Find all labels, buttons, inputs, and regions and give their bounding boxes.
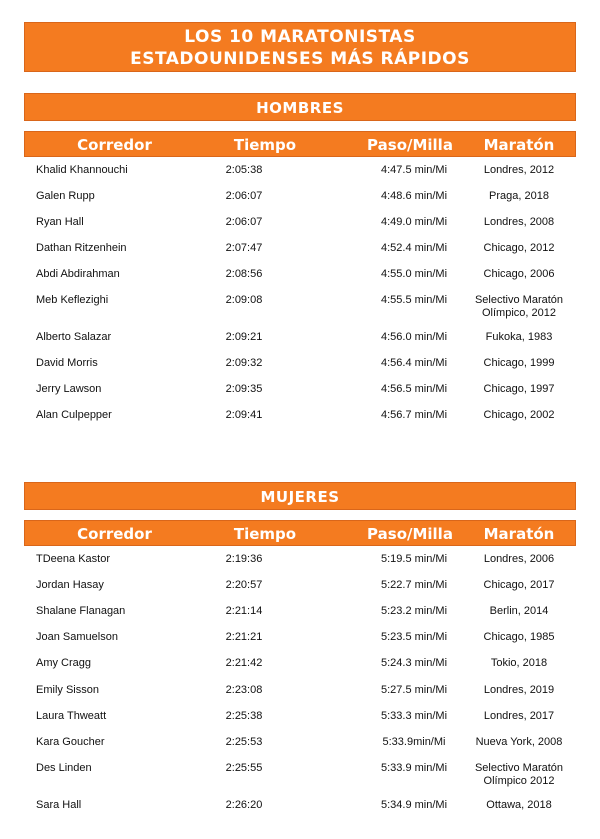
runner-name: Jordan Hasay: [36, 579, 104, 591]
runner-time: 2:09:32: [225, 357, 263, 369]
runner-marathon: [454, 190, 584, 203]
runner-time: 2:09:35: [225, 383, 263, 395]
runner-marathon: [454, 553, 584, 566]
runner-pace: 4:52.4 min/Mi: [380, 242, 448, 254]
runner-pace: 4:55.5 min/Mi: [380, 294, 448, 306]
runner-marathon: [454, 684, 584, 697]
runner-time: 2:21:21: [225, 631, 263, 643]
col-runner: Corredor: [77, 525, 152, 543]
runner-time: 2:06:07: [225, 190, 263, 202]
runner-time: 2:25:55: [225, 762, 263, 774]
runner-marathon: [454, 710, 584, 723]
men-column-header: [24, 131, 576, 157]
runner-marathon: [454, 409, 584, 422]
marathon-line: Olímpico, 2012: [482, 307, 556, 319]
runner-pace: 4:56.0 min/Mi: [380, 331, 448, 343]
runner-name: Des Linden: [36, 762, 92, 774]
women-section-heading: MUJERES: [24, 482, 576, 510]
marathon-line: Chicago, 2002: [483, 409, 555, 421]
runner-pace: 5:23.2 min/Mi: [380, 605, 448, 617]
runner-name: David Morris: [36, 357, 98, 369]
marathon-line: Ottawa, 2018: [486, 799, 552, 811]
page-title: [24, 22, 576, 72]
runner-pace: 5:34.9 min/Mi: [380, 799, 448, 811]
runner-name: Joan Samuelson: [36, 631, 118, 643]
runner-pace: 5:22.7 min/Mi: [380, 579, 448, 591]
runner-marathon: [454, 164, 584, 177]
runner-pace: 4:47.5 min/Mi: [380, 164, 448, 176]
runner-pace: 4:55.0 min/Mi: [380, 268, 448, 280]
marathon-line: Chicago, 1997: [483, 383, 555, 395]
marathon-line: Berlin, 2014: [489, 605, 549, 617]
runner-time: 2:19:36: [225, 553, 263, 565]
runner-pace: 5:23.5 min/Mi: [380, 631, 448, 643]
marathon-line: Londres, 2017: [483, 710, 555, 722]
runner-time: 2:21:14: [225, 605, 263, 617]
runner-name: Meb Keflezighi: [36, 294, 109, 306]
marathon-line: Chicago, 2017: [483, 579, 555, 591]
runner-pace: 5:27.5 min/Mi: [380, 684, 448, 696]
runner-name: Amy Cragg: [36, 657, 92, 669]
marathon-line: Chicago, 1985: [483, 631, 555, 643]
title-line-1: LOS 10 MARATONISTAS: [184, 27, 416, 47]
marathon-line: Londres, 2019: [483, 684, 555, 696]
col-runner: Corredor: [77, 136, 152, 154]
col-time: Tiempo: [233, 525, 297, 543]
men-section-heading: HOMBRES: [24, 93, 576, 121]
col-marathon: Maratón: [483, 525, 555, 543]
runner-pace: 4:48.6 min/Mi: [380, 190, 448, 202]
runner-pace: 5:19.5 min/Mi: [380, 553, 448, 565]
runner-marathon: [454, 736, 584, 749]
runner-time: 2:23:08: [225, 684, 263, 696]
runner-name: Dathan Ritzenhein: [36, 242, 127, 254]
runner-name: Abdi Abdirahman: [36, 268, 120, 280]
runner-marathon: [454, 383, 584, 396]
runner-pace: 5:24.3 min/Mi: [380, 657, 448, 669]
marathon-line: Selectivo Maratón: [474, 762, 564, 774]
runner-name: Jerry Lawson: [36, 383, 102, 395]
marathon-line: Chicago, 1999: [483, 357, 555, 369]
runner-name: Emily Sisson: [36, 684, 99, 696]
runner-time: 2:25:53: [225, 736, 263, 748]
runner-marathon: [454, 216, 584, 229]
runner-name: Alan Culpepper: [36, 409, 112, 421]
runner-time: 2:06:07: [225, 216, 263, 228]
women-column-header: [24, 520, 576, 546]
marathon-line: Selectivo Maratón: [474, 294, 564, 306]
runner-pace: 5:33.9 min/Mi: [380, 762, 448, 774]
runner-name: Kara Goucher: [36, 736, 105, 748]
runner-name: Laura Thweatt: [36, 710, 107, 722]
col-time: Tiempo: [233, 136, 297, 154]
runner-name: Alberto Salazar: [36, 331, 112, 343]
runner-time: 2:05:38: [225, 164, 263, 176]
marathon-line: Londres, 2006: [483, 553, 555, 565]
runner-pace: 4:56.7 min/Mi: [380, 409, 448, 421]
runner-name: TDeena Kastor: [36, 553, 110, 565]
runner-name: Khalid Khannouchi: [36, 164, 128, 176]
marathon-line: Tokio, 2018: [490, 657, 548, 669]
col-pace: Paso/Milla: [367, 136, 453, 154]
runner-marathon: [454, 331, 584, 344]
marathon-line: Olímpico 2012: [483, 775, 555, 787]
runner-name: Shalane Flanagan: [36, 605, 126, 617]
marathon-line: Londres, 2008: [483, 216, 555, 228]
marathon-line: Chicago, 2012: [483, 242, 555, 254]
runner-time: 2:09:41: [225, 409, 263, 421]
runner-name: Sara Hall: [36, 799, 82, 811]
runner-name: Galen Rupp: [36, 190, 95, 202]
runner-pace: 4:56.4 min/Mi: [380, 357, 448, 369]
marathon-line: Praga, 2018: [489, 190, 549, 202]
marathon-line: Chicago, 2006: [483, 268, 555, 280]
runner-time: 2:25:38: [225, 710, 263, 722]
runner-time: 2:21:42: [225, 657, 263, 669]
runner-time: 2:08:56: [225, 268, 263, 280]
runner-marathon: [454, 294, 584, 320]
runner-marathon: [454, 242, 584, 255]
marathon-line: Nueva York, 2008: [475, 736, 563, 748]
runner-pace: 5:33.3 min/Mi: [380, 710, 448, 722]
col-marathon: Maratón: [483, 136, 555, 154]
runner-marathon: [454, 268, 584, 281]
runner-name: Ryan Hall: [36, 216, 84, 228]
runner-marathon: [454, 762, 584, 788]
runner-marathon: [454, 605, 584, 618]
runner-time: 2:07:47: [225, 242, 263, 254]
runner-time: 2:09:08: [225, 294, 263, 306]
runner-marathon: [454, 631, 584, 644]
col-pace: Paso/Milla: [367, 525, 453, 543]
runner-marathon: [454, 799, 584, 812]
runner-time: 2:26:20: [225, 799, 263, 811]
title-line-2: ESTADOUNIDENSES MÁS RÁPIDOS: [130, 49, 470, 69]
runner-marathon: [454, 579, 584, 592]
runner-time: 2:20:57: [225, 579, 263, 591]
runner-time: 2:09:21: [225, 331, 263, 343]
marathon-line: Fukoka, 1983: [485, 331, 553, 343]
runner-pace: 5:33.9min/Mi: [382, 736, 446, 748]
runner-marathon: [454, 657, 584, 670]
runner-pace: 4:56.5 min/Mi: [380, 383, 448, 395]
runner-marathon: [454, 357, 584, 370]
marathon-line: Londres, 2012: [483, 164, 555, 176]
runner-pace: 4:49.0 min/Mi: [380, 216, 448, 228]
